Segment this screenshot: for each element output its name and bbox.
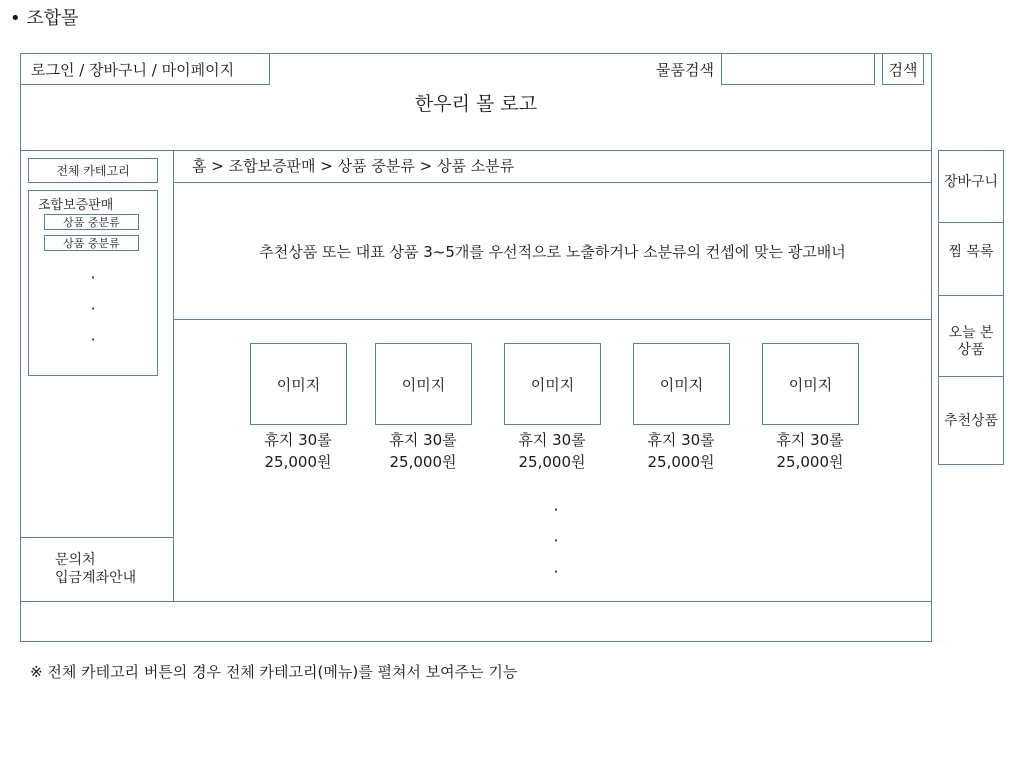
product-name[interactable]: 휴지 30롤 (647, 431, 715, 449)
product-image[interactable]: 이미지 (762, 343, 859, 425)
promo-banner[interactable]: 추천상품 또는 대표 상품 3~5개를 우선적으로 노출하거나 소분류의 컨셉에 맞는 광고배너 (259, 242, 846, 261)
subcategory-item[interactable]: 상품 중분류 (44, 214, 139, 230)
product-name[interactable]: 휴지 30롤 (264, 431, 332, 449)
quick-menu-recent-line1[interactable]: 오늘 본 (948, 325, 994, 341)
mall-logo[interactable]: 한우리 몰 로고 (414, 92, 538, 115)
quick-menu-wishlist[interactable]: 찜 목록 (948, 244, 994, 260)
page-title: • 조합몰 (10, 8, 79, 29)
all-category-button[interactable]: 전체 카테고리 (28, 158, 158, 183)
product-price: 25,000원 (264, 453, 332, 471)
breadcrumb[interactable]: 홈 > 조합보증판매 > 상품 중분류 > 상품 소분류 (192, 156, 515, 175)
search-input[interactable] (721, 53, 875, 85)
category-more-dot: · (90, 330, 96, 349)
product-price: 25,000원 (776, 453, 844, 471)
bank-account-info-link[interactable]: 입금계좌안내 (55, 570, 137, 586)
product-price: 25,000원 (647, 453, 715, 471)
contact-info-link[interactable]: 문의처 (55, 552, 96, 568)
search-button[interactable]: 검색 (882, 53, 924, 85)
product-image[interactable]: 이미지 (633, 343, 730, 425)
product-image[interactable]: 이미지 (250, 343, 347, 425)
product-image[interactable]: 이미지 (504, 343, 601, 425)
more-products-dot: · (553, 531, 559, 550)
quick-menu-recommended[interactable]: 추천상품 (943, 413, 999, 429)
subcategory-item[interactable]: 상품 중분류 (44, 235, 139, 251)
header-account-links[interactable]: 로그인 / 장바구니 / 마이페이지 (20, 53, 270, 85)
quick-menu-cart[interactable]: 장바구니 (943, 174, 999, 190)
product-price: 25,000원 (518, 453, 586, 471)
category-more-dot: · (90, 299, 96, 318)
product-image[interactable]: 이미지 (375, 343, 472, 425)
quick-menu-recent-line2[interactable]: 상품 (957, 342, 985, 358)
quick-menu-divider (938, 295, 1004, 296)
product-name[interactable]: 휴지 30롤 (776, 431, 844, 449)
quick-menu-divider (938, 376, 1004, 377)
footer-divider (20, 601, 932, 602)
header-divider (20, 150, 932, 151)
product-price: 25,000원 (389, 453, 457, 471)
footnote: ※ 전체 카테고리 버튼의 경우 전체 카테고리(메뉴)를 펼쳐서 보여주는 기능 (30, 663, 518, 681)
product-name[interactable]: 휴지 30롤 (389, 431, 457, 449)
search-label: 물품검색 (656, 60, 714, 79)
contact-divider (20, 537, 174, 538)
banner-divider (173, 319, 932, 320)
category-more-dot: · (90, 268, 96, 287)
category-title[interactable]: 조합보증판매 (38, 198, 114, 213)
more-products-dot: · (553, 562, 559, 581)
product-name[interactable]: 휴지 30롤 (518, 431, 586, 449)
quick-menu-divider (938, 222, 1004, 223)
more-products-dot: · (553, 500, 559, 519)
